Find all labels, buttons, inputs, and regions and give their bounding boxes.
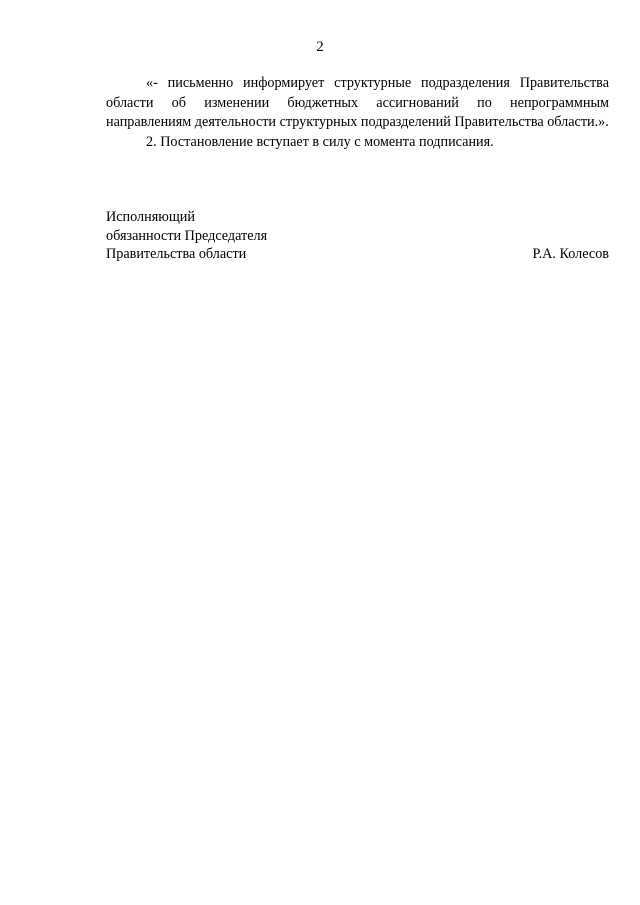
paragraph-effective-date: 2. Постановление вступает в силу с момента подписания.	[146, 133, 494, 150]
page-number: 2	[316, 39, 324, 55]
signature-title-line-3: Правительства области	[106, 246, 247, 262]
document-body	[106, 74, 609, 152]
signature-title-line-1: Исполняющий	[106, 209, 195, 225]
signature-title-line-2: обязанности Председателя	[106, 227, 268, 244]
signature-last-row	[106, 245, 609, 264]
signatory-name: Р.А. Колесов	[532, 246, 609, 262]
paragraph-amendment: «- письменно информирует структурные подразделения Правительства области об изменении бюджетных ассигнований по непрограммным направлениям деятельности структурных подразделений Правительства области.».	[106, 75, 609, 130]
signature-block	[106, 208, 609, 264]
